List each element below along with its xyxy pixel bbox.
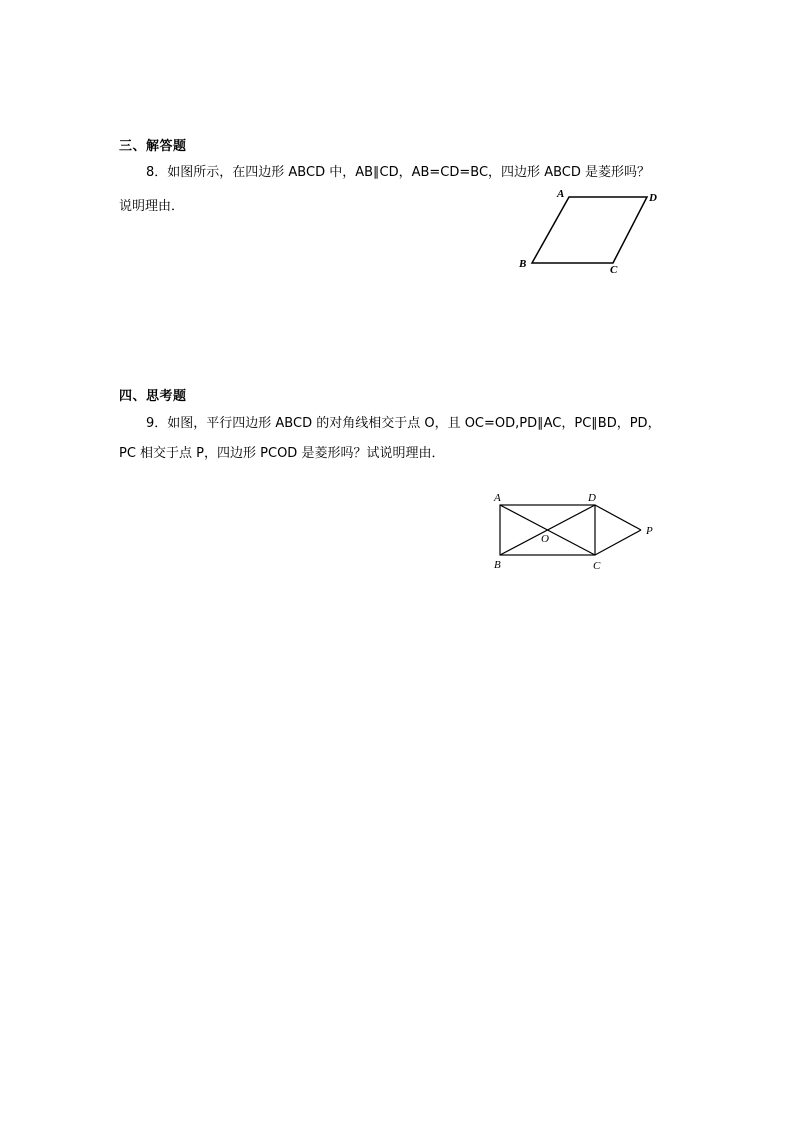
label-o: O	[541, 533, 549, 545]
segment-cp	[595, 530, 641, 555]
quadrilateral-abcd	[532, 197, 647, 263]
question-8-line-2: 说明理由．	[119, 199, 185, 214]
label-b: B	[494, 559, 501, 571]
figure-rhombus-abcd	[510, 185, 690, 285]
question-8-line-1: 8．如图所示，在四边形 ABCD 中，AB∥CD，AB=CD=BC，四边形 ABCD 是菱形吗？	[146, 165, 650, 180]
label-a: A	[494, 492, 501, 504]
label-d: D	[588, 492, 596, 504]
label-a: A	[557, 188, 565, 200]
section-heading-4: 四、思考题	[119, 389, 187, 404]
label-c: C	[593, 560, 601, 572]
label-d: D	[649, 192, 657, 204]
label-p: P	[646, 525, 653, 537]
section-heading-3: 三、解答题	[119, 139, 187, 154]
figure-parallelogram-pcod	[488, 488, 688, 578]
question-9-line-1: 9．如图，平行四边形 ABCD 的对角线相交于点 O，且 OC=OD,PD∥AC，PC∥BD，PD，	[146, 416, 661, 431]
question-9-line-2: PC 相交于点 P，四边形 PCOD 是菱形吗？试说明理由．	[119, 446, 445, 461]
label-b: B	[519, 258, 527, 270]
segment-dp	[595, 505, 641, 530]
label-c: C	[610, 264, 618, 276]
